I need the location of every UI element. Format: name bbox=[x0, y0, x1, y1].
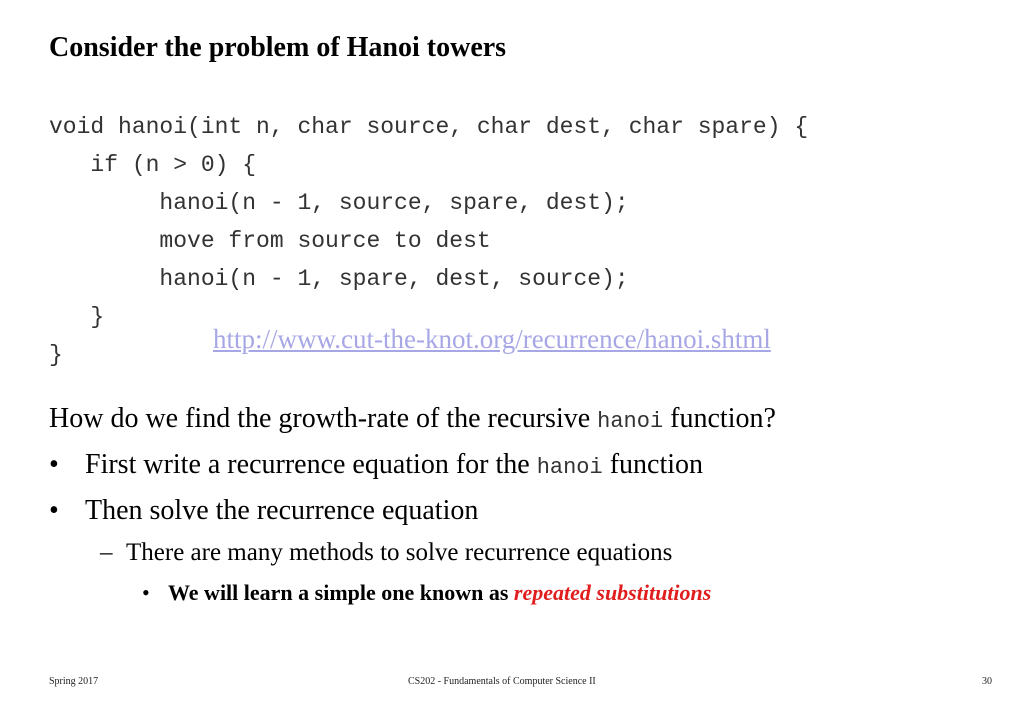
code-line-close-function: } bbox=[49, 342, 63, 368]
footer-course: CS202 - Fundamentals of Computer Science II bbox=[408, 676, 596, 687]
sub-bullet-text: There are many methods to solve recurrence equations bbox=[126, 539, 673, 566]
question-text bbox=[49, 401, 776, 440]
code-line-close-if: } bbox=[49, 304, 105, 330]
question-text-before: How do we find the growth-rate of the recursive bbox=[49, 403, 598, 434]
bullet-marker: • bbox=[49, 449, 59, 480]
bullet-inline-code: hanoi bbox=[536, 455, 603, 480]
reference-link[interactable]: http://www.cut-the-knot.org/recurrence/hanoi.shtml bbox=[213, 324, 771, 354]
code-line-if: if (n > 0) { bbox=[49, 152, 257, 178]
sub-sub-bullet-item bbox=[142, 578, 711, 608]
bullet-item bbox=[49, 447, 703, 486]
footer-term: Spring 2017 bbox=[49, 676, 99, 687]
code-line-recursive-call-2: hanoi(n - 1, spare, dest, source); bbox=[49, 266, 629, 292]
bullet-text-after: function bbox=[602, 449, 704, 480]
sub-bullet-marker: – bbox=[100, 539, 113, 566]
sub-sub-bullet-marker: • bbox=[142, 580, 150, 605]
bullet-text: Then solve the recurrence equation bbox=[85, 495, 479, 526]
footer-page-number: 30 bbox=[982, 676, 992, 687]
emphasis-text: repeated substitutions bbox=[513, 580, 712, 605]
code-line-signature: void hanoi(int n, char source, char dest, char spare) { bbox=[49, 114, 809, 140]
code-line-move: move from source to dest bbox=[49, 228, 491, 254]
code-line-recursive-call-1: hanoi(n - 1, source, spare, dest); bbox=[49, 190, 629, 216]
sub-sub-bullet-text: We will learn a simple one known as bbox=[168, 580, 514, 605]
bullet-marker: • bbox=[49, 495, 59, 526]
question-inline-code: hanoi bbox=[597, 409, 664, 434]
bullet-text-before: First write a recurrence equation for the bbox=[85, 449, 537, 480]
bullet-item bbox=[49, 493, 478, 529]
sub-bullet-item bbox=[100, 537, 672, 569]
question-text-after: function? bbox=[663, 403, 776, 434]
slide-title: Consider the problem of Hanoi towers bbox=[49, 32, 507, 63]
